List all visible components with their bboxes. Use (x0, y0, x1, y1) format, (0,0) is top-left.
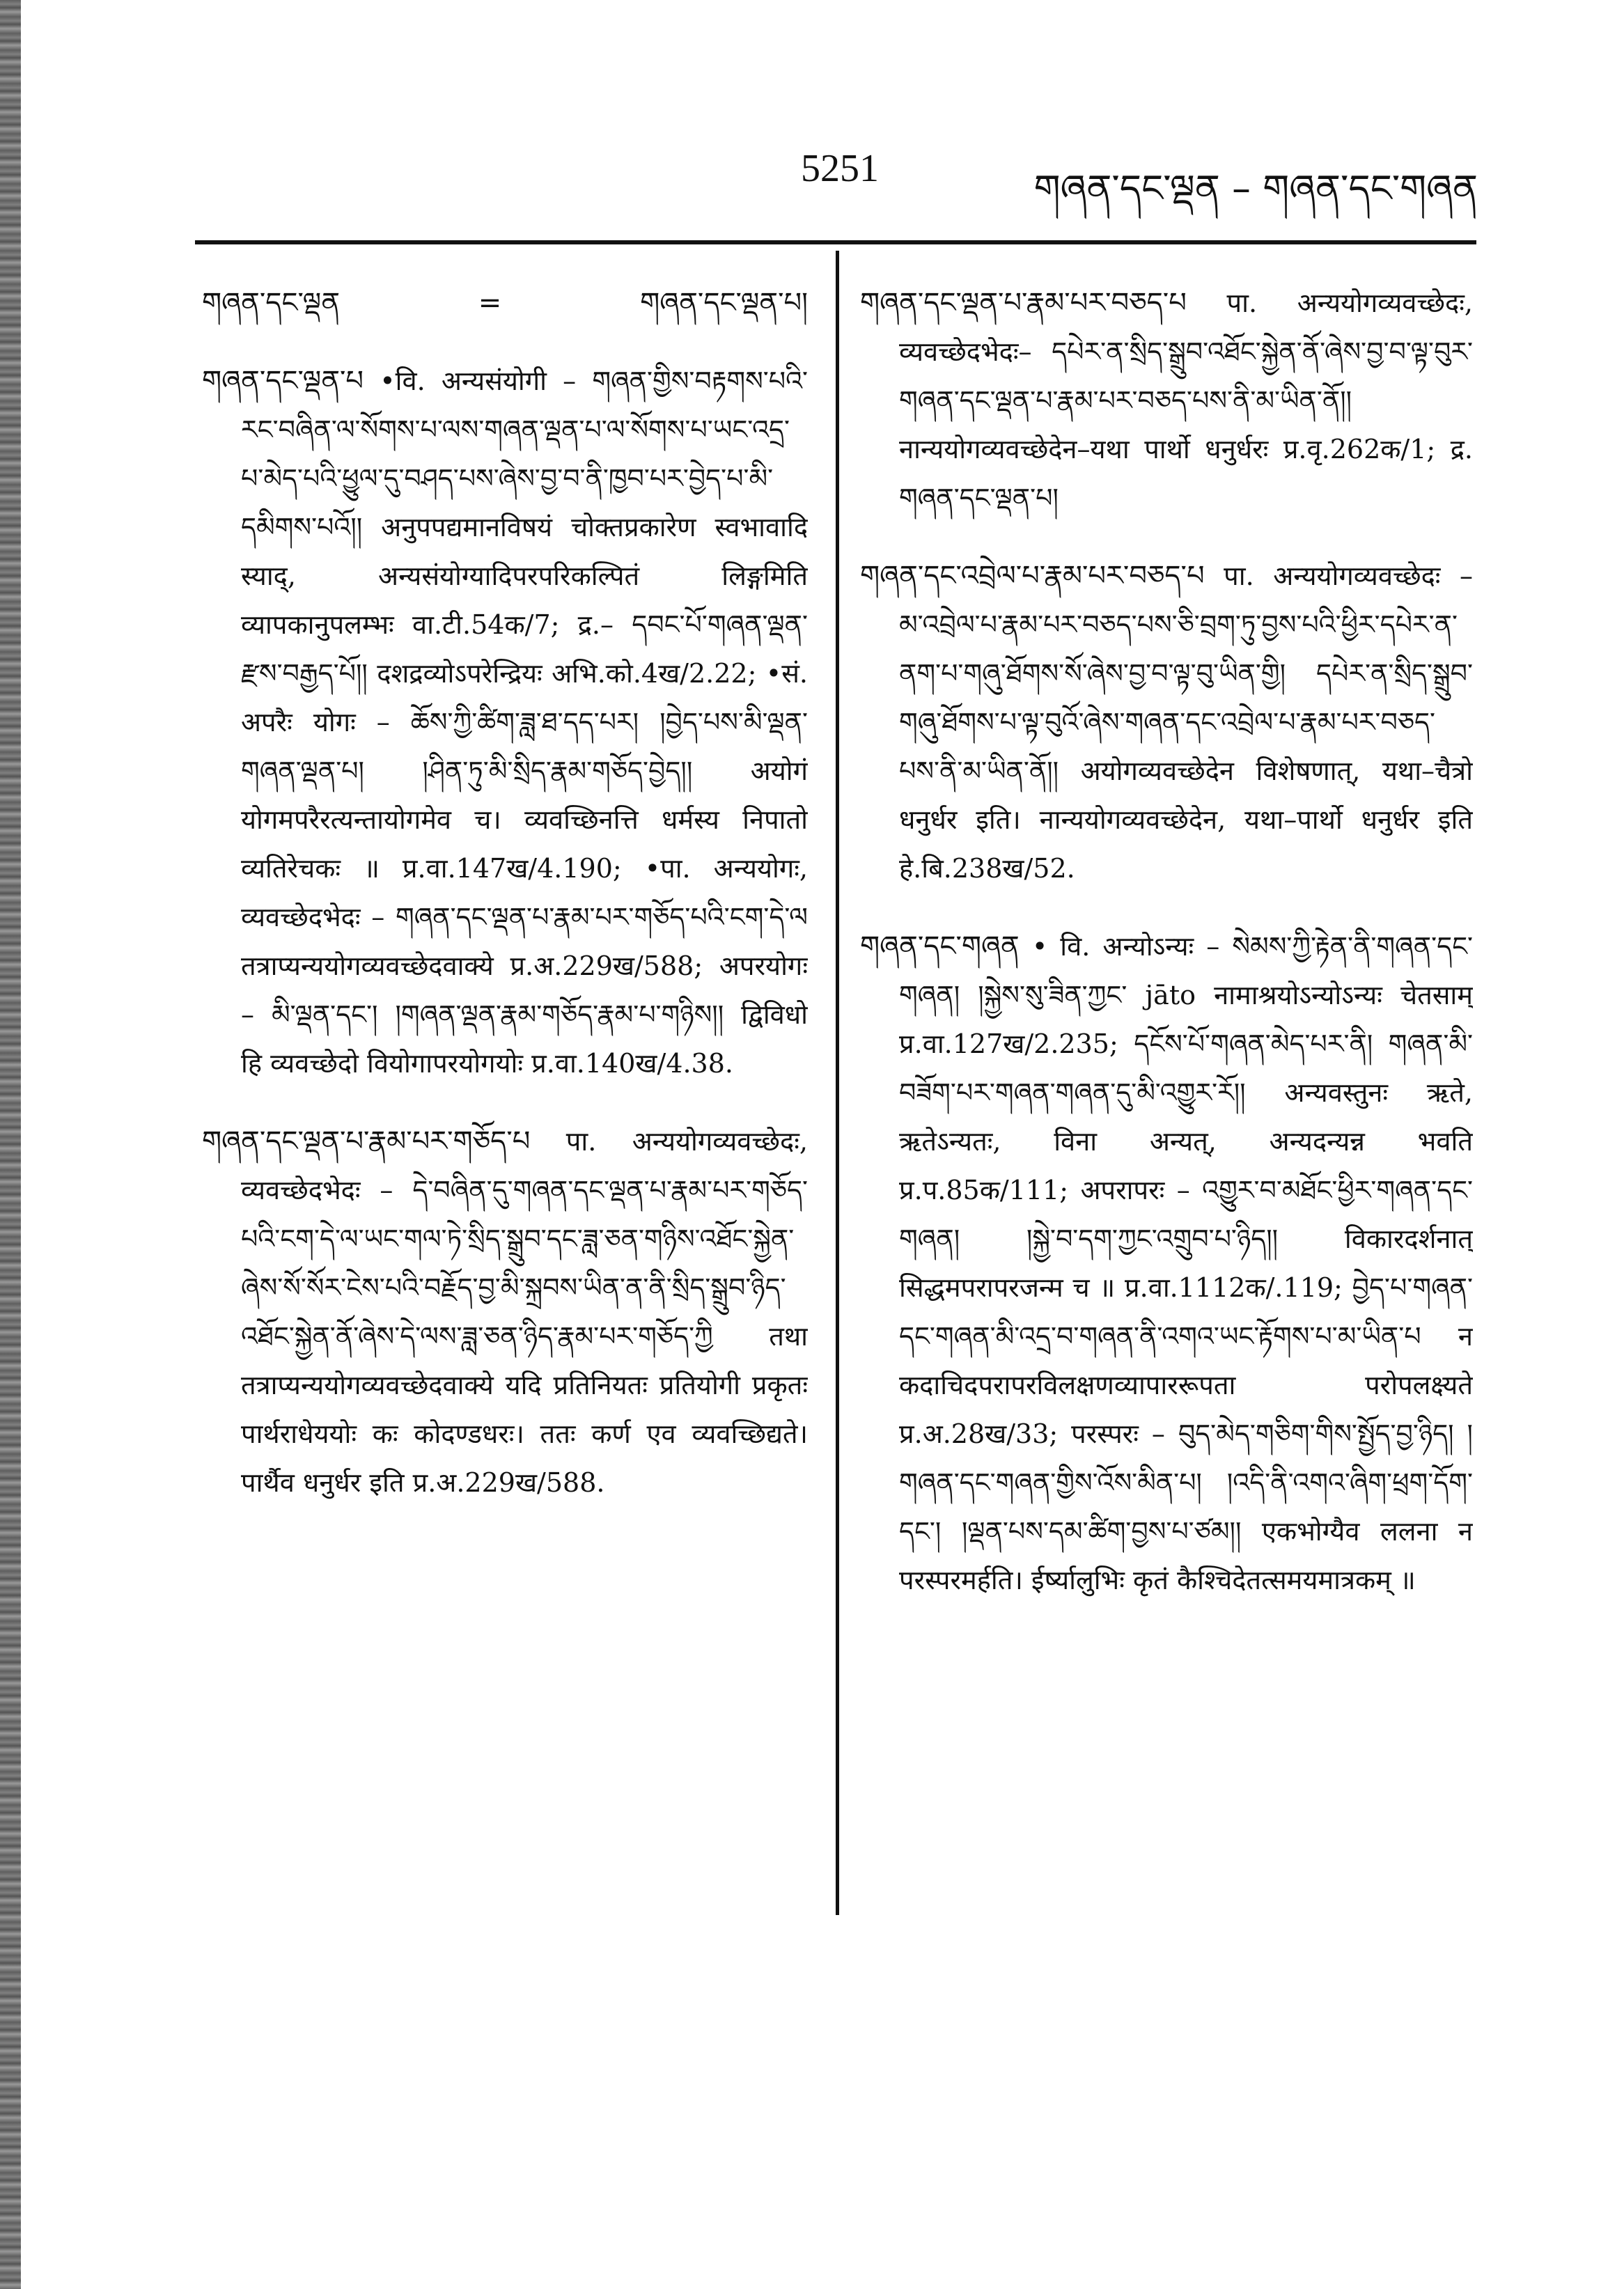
entry-headword: གཞན་དང་འབྲེལ་པ་རྣམ་པར་བཅད་པ (860, 560, 1205, 592)
column-divider (836, 251, 839, 1915)
scan-edge (0, 0, 21, 2289)
xref-target: གཞན་དང་ལྡན་པ། (640, 287, 808, 319)
page-header (0, 146, 1624, 209)
dictionary-entry (202, 1117, 808, 1507)
entry-body: पा. अन्ययोगव्यवच्छेदः – མ་འབྲེལ་པ་རྣམ་པར་བཅད་པས་ཅི་བྲག་ཏུ་བྱས་པའི་ཕྱིར་དཔེར་ན་ནག་པ་གཞུ་ཐོགས་སོ་ཞེས་བྱ་བ་ལྟ་བུ་ཡིན་གྱི། དཔེར་ན་སྲིད་སྒྲུབ་གཞུ་ཐོགས་པ་ལྟ་བུའོ་ཞེས་གཞན་དང་འབྲེལ་པ་རྣམ་པར་བཅད་པས་ནི་མ་ཡིན་ནོ།། अयोगव्यवच्छेदेन विशेषणात्, यथा–चैत्रो धनुर्धर इति। नान्ययोगव्यवच्छेदेन, यथा–पार्थो धनुर्धर इति हे.बि.238ख/52. (899, 561, 1473, 884)
header-rule (195, 240, 1476, 244)
entry-headword: གཞན་དང་ལྡན་པ་རྣམ་པར་བཅད་པ (860, 287, 1187, 319)
right-column (860, 279, 1473, 2033)
left-column (202, 279, 808, 2033)
xref-equals: = (478, 287, 502, 319)
dictionary-entry (860, 552, 1473, 893)
xref-entry (202, 279, 808, 327)
dictionary-entry (202, 357, 808, 1088)
running-head: གཞན་དང་ལྡན – གཞན་དང་གཞན (1033, 166, 1478, 210)
dictionary-entry (860, 922, 1473, 1604)
entry-headword: གཞན་དང་ལྡན་པ (202, 365, 364, 397)
entry-headword: གཞན་དང་གཞན (860, 930, 1020, 962)
dictionary-entry (860, 279, 1473, 522)
entry-headword: གཞན་དང་ལྡན་པ་རྣམ་པར་གཅོད་པ (202, 1125, 531, 1157)
entry-body: •वि. अन्यसंयोगी – གཞན་གྱིས་བརྟགས་པའི་རང་བཞིན་ལ་སོགས་པ་ལས་གཞན་ལྡན་པ་ལ་སོགས་པ་ཡང་འདྲ་པ་མེད་པའི་ཕྱུལ་དུ་བཤད་པས་ཞེས་བྱ་བ་ནི་ཁྱབ་པར་བྱེད་པ་མི་དམིགས་པའོ།། अनुपपद्यमानविषयं चोक्तप्रकारेण स्वभावादि स्याद्, अन्यसंयोग्यादिपरपरिकल्पितं लिङ्गमिति व्यापकानुपलम्भः वा.टी.54क/7; द्र.– དབང་པོ་གཞན་ལྡན་རྫས་བརྒྱད་པོ།། दशद्रव्योऽपरेन्द्रियः अभि.को.4ख/2.22; •सं. अपरैः योगः – ཆོས་ཀྱི་ཚིག་ཟླ་ཐ་དད་པར། །བྱེད་པས་མི་ལྡན་གཞན་ལྡན་པ། །ཤིན་ཏུ་མི་སྲིད་རྣམ་གཅོད་བྱེད།། अयोगं योगमपरैरत्यन्तायोगमेव च। व्यवच्छिनत्ति धर्मस्य निपातो व्यतिरेचकः ॥ प्र.वा.147ख/4.190; •पा. अन्ययोगः, व्यवच्छेदभेदः – གཞན་དང་ལྡན་པ་རྣམ་པར་གཅོད་པའི་ངག་དེ་ལ तत्राप्यन्ययोगव्यवच्छेदवाक्ये प्र.अ.229ख/588; अपरयोगः – མི་ལྡན་དང་། །གཞན་ལྡན་རྣམ་གཅོད་རྣམ་པ་གཉིས།། द्विविधो हि व्यवच्छेदो वियोगापरयोगयोः प्र.वा.140ख/4.38. (241, 366, 808, 1079)
entry-body: • वि. अन्योऽन्यः – སེམས་ཀྱི་རྟེན་ནི་གཞན་དང་གཞན། །སྐྱེས་སུ་ཟིན་ཀྱང་ jāto नामाश्रयोऽन्योऽन्यः चेतसाम् प्र.वा.127ख/2.235; དངོས་པོ་གཞན་མེད་པར་ནི། གཞན་མི་བཟོག་པར་གཞན་གཞན་དུ་མི་འགྱུར་རོ།། अन्यवस्तुनः ऋते, ऋतेऽन्यतः, विना अन्यत्, अन्यदन्यन्न भवति प्र.प.85क/111; अपरापरः – འགྱུར་བ་མཐོང་ཕྱིར་གཞན་དང་གཞན། །སྐྱེ་བ་དག་ཀྱང་འགྲུབ་པ་ཉིད།། विकारदर्शनात् सिद्धमपरापरजन्म च ॥ प्र.वा.1112क/.119; བྱེད་པ་གཞན་དང་གཞན་མི་འདྲ་བ་གཞན་ནི་འགའ་ཡང་རྟོགས་པ་མ་ཡིན་པ न कदाचिदपरापरविलक्षणव्यापाररूपता परोपलक्ष्यते प्र.अ.28ख/33; परस्परः – བུད་མེད་གཅིག་གིས་སྤྱོད་བྱ་ཉིད། །གཞན་དང་གཞན་གྱིས་འོས་མིན་པ། །འདི་ནི་འགའ་ཞིག་ཕྲག་དོག་དང་། །ལྡན་པས་དམ་ཚིག་བྱས་པ་ཙམ།། एकभोग्यैव ललना न परस्परमर्हति। ईर्ष्यालुभिः कृतं कैश्चिदेतत्समयमात्रकम् ॥ (899, 931, 1473, 1595)
page-number: 5251 (801, 147, 879, 190)
xref-headword: གཞན་དང་ལྡན (202, 287, 340, 319)
entry-body: पा. अन्ययोगव्यवच्छेदः, व्यवच्छेदभेदः– དཔེར་ན་སྲིད་སྒྲུབ་འཐོང་སྐྱེན་ནོ་ཞེས་བྱ་བ་ལྟ་བུར་གཞན་དང་ལྡན་པ་རྣམ་པར་བཅད་པས་ནི་མ་ཡིན་ནོ།། नान्ययोगव्यवच्छेदेन–यथा पार्थो धनुर्धरः प्र.वृ.262क/1; द्र. གཞན་དང་ལྡན་པ། (899, 288, 1473, 513)
entry-body: पा. अन्ययोगव्यवच्छेदः, व्यवच्छेदभेदः – དེ་བཞིན་དུ་གཞན་དང་ལྡན་པ་རྣམ་པར་གཅོད་པའི་ངག་དེ་ལ་ཡང་གལ་ཏེ་སྲིད་སྒྲུབ་དང་ཟླ་ཅན་གཉིས་འཐོང་སྐྱེན་ཞེས་སོ་སོར་ངེས་པའི་བརྗོད་བྱ་མི་སྐྲབས་ཡིན་ན་ནི་སྲིད་སྒྲུབ་ཉིད་འཐོང་སྐྱེན་ནོ་ཞེས་དེ་ལས་ཟླ་ཅན་ཉིད་རྣམ་པར་གཅོད་ཀྱི तथा तत्राप्यन्ययोगव्यवच्छेदवाक्ये यदि प्रतिनियतः प्रतियोगी प्रकृतः पार्थराधेययोः कः कोदण्डधरः। ततः कर्ण एव व्यवच्छिद्यते। पार्थैव धनुर्धर इति प्र.अ.229ख/588. (241, 1126, 808, 1498)
